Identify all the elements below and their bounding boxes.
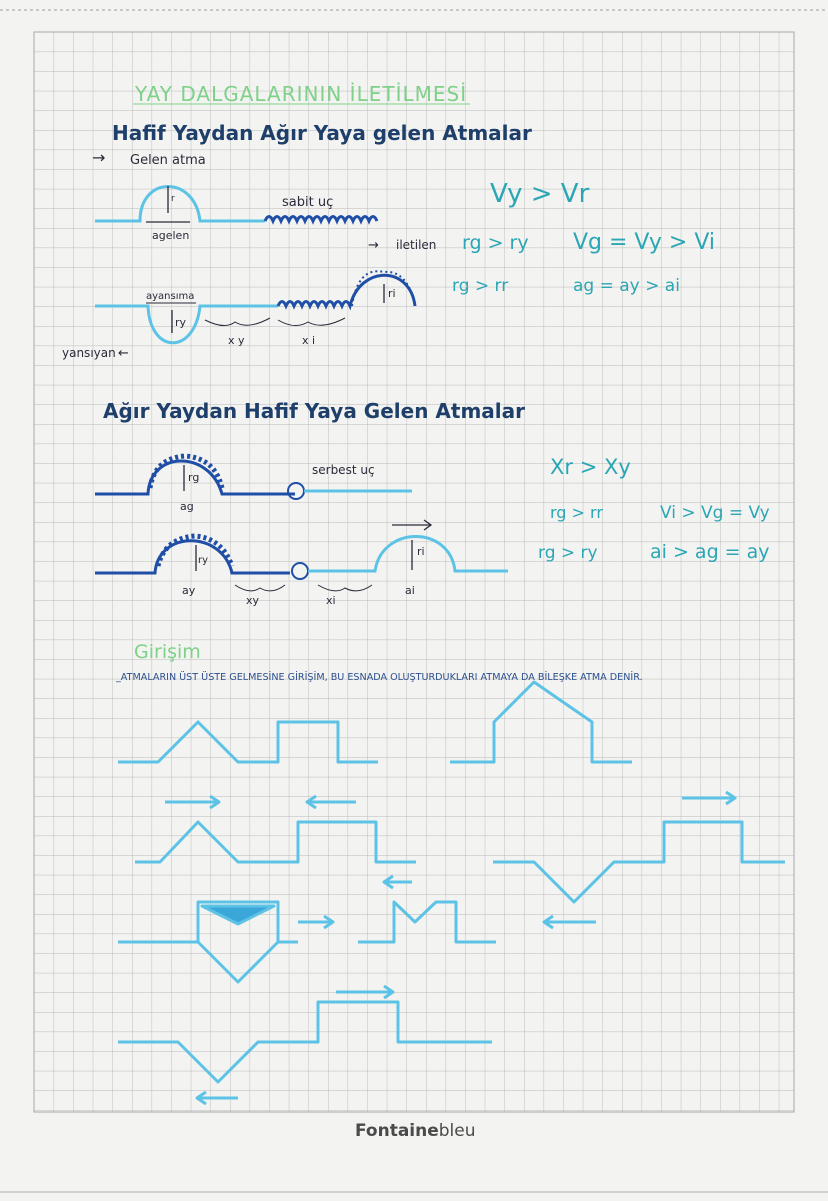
equation-a: ai > ag = ay [650, 541, 770, 563]
label-free-end: serbest uç [312, 463, 375, 477]
section-heading: YAY DALGALARININ İLETİLMESİ [135, 82, 468, 106]
label-a-gelen: agelen [152, 229, 190, 242]
label-ri: ri [388, 287, 396, 300]
equation-r1: rg > rr [550, 503, 603, 522]
equation-r2: rg > rr [452, 276, 509, 296]
equation-r1: rg > ry [462, 232, 529, 254]
label-ag: ag [180, 500, 194, 513]
equation-x: Xr > Xy [550, 455, 631, 479]
label-ri: ri [417, 545, 425, 558]
label-ry: ry [175, 316, 187, 329]
equation-v: Vi > Vg = Vy [660, 503, 770, 523]
label-xi: xi [326, 594, 336, 607]
label-r: r [171, 194, 175, 204]
subtitle-heavy-to-light: Ağır Yaydan Hafif Yaya Gelen Atmalar [103, 399, 525, 423]
brand-logo: Fontainebleu [355, 1121, 476, 1141]
label-a-yansima: ayansıma [146, 291, 195, 302]
label-xy: xy [246, 594, 260, 607]
label-incoming: Gelen atma [130, 153, 206, 168]
label-reflected: yansıyan [62, 346, 116, 360]
label-ay: ay [182, 584, 196, 597]
arrow-glyph: → [92, 148, 106, 167]
arrow-glyph: ← [118, 346, 129, 361]
equation-a: ag = ay > ai [573, 276, 680, 296]
label-xi: x i [302, 334, 316, 347]
interference-definition: _ATMALARIN ÜST ÜSTE GELMESİNE GİRİŞİM, BU ESNADA OLUŞTURDUKLARI ATMAYA DA BİLEŞKE ATMA DENİR. [116, 672, 643, 683]
label-rg: rg [188, 471, 200, 484]
label-transmitted: iletilen [396, 238, 437, 252]
label-fixed-end: sabit uç [282, 195, 334, 210]
subtitle-light-to-heavy: Hafif Yaydan Ağır Yaya gelen Atmalar [112, 121, 532, 145]
label-ry: ry [198, 555, 209, 566]
label-ai: ai [405, 584, 415, 597]
equation-r2: rg > ry [538, 543, 598, 563]
label-xy: x y [228, 334, 245, 347]
arrow-glyph: → [368, 238, 379, 253]
section-heading-interference: Girişim [134, 641, 201, 663]
equation-v: Vg = Vy > Vi [573, 230, 716, 255]
equation-speed: Vy > Vr [490, 179, 590, 209]
